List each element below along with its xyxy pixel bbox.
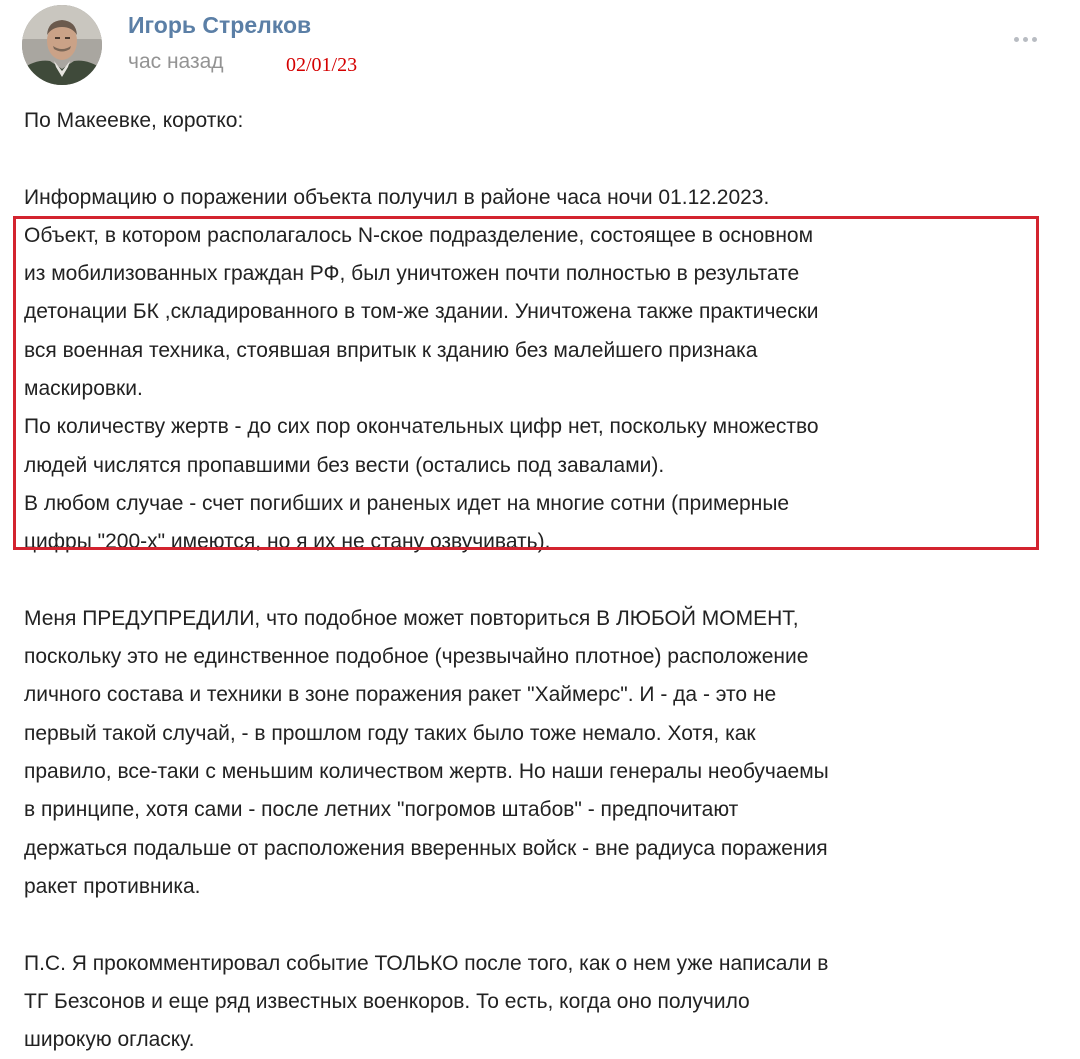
highlighted-line: вся военная техника, стоявшая впритык к зданию без малейшего признака bbox=[24, 338, 758, 362]
author-avatar[interactable] bbox=[22, 5, 102, 85]
highlighted-line: людей числятся пропавшими без вести (остались под завалами). bbox=[24, 453, 665, 477]
more-dot bbox=[1023, 37, 1028, 42]
warning-line: в принципе, хотя сами - после летних "погромов штабов" - предпочитают bbox=[24, 798, 739, 822]
date-stamp: 02/01/23 bbox=[286, 54, 358, 76]
more-dot bbox=[1032, 37, 1037, 42]
ps-line: широкую огласку. bbox=[24, 1028, 195, 1052]
more-options-icon[interactable] bbox=[1008, 30, 1044, 50]
author-name-link[interactable]: Игорь Стрелков bbox=[128, 12, 312, 38]
warning-line: держаться подальше от расположения вверенных войск - вне радиуса поражения bbox=[24, 836, 828, 860]
highlighted-line: цифры "200-х" имеются, но я их не стану озвучивать). bbox=[24, 530, 551, 554]
highlighted-line: детонации БК ,складированного в том-же здании. Уничтожена также практически bbox=[24, 300, 819, 324]
highlighted-line: В любом случае - счет погибших и раненых идет на многие сотни (примерные bbox=[24, 491, 790, 515]
avatar-photo bbox=[22, 5, 102, 85]
ps-line: ТГ Безсонов и еще ряд известных военкоров. То есть, когда оно получило bbox=[24, 989, 750, 1013]
paragraph-gap bbox=[24, 140, 1054, 178]
warning-line: первый такой случай, - в прошлом году таких было тоже немало. Хотя, как bbox=[24, 721, 756, 745]
highlighted-line: По количеству жертв - до сих пор окончательных цифр нет, поскольку множество bbox=[24, 415, 819, 439]
warning-line: личного состава и техники в зоне поражения ракет "Хаймерс". И - да - это не bbox=[24, 683, 777, 707]
highlighted-line: из мобилизованных граждан РФ, был уничтожен почти полностью в результате bbox=[24, 262, 800, 286]
more-dot bbox=[1014, 37, 1019, 42]
highlighted-line: маскировки. bbox=[24, 377, 143, 401]
post-text bbox=[24, 102, 1054, 1059]
warning-line: правило, все-таки с меньшим количеством жертв. Но наши генералы необучаемы bbox=[24, 760, 829, 784]
post-time[interactable]: час назад bbox=[128, 50, 224, 73]
paragraph-gap bbox=[24, 906, 1054, 944]
ps-line: П.С. Я прокомментировал событие ТОЛЬКО после того, как о нем уже написали в bbox=[24, 951, 829, 975]
intro-line: По Макеевке, коротко: bbox=[24, 109, 244, 132]
info-line: Информацию о поражении объекта получил в районе часа ночи 01.12.2023. bbox=[24, 185, 770, 209]
paragraph-gap bbox=[24, 562, 1054, 600]
warning-line: поскольку это не единственное подобное (чрезвычайно плотное) расположение bbox=[24, 645, 809, 669]
warning-line: ракет противника. bbox=[24, 874, 201, 898]
warning-line: Меня ПРЕДУПРЕДИЛИ, что подобное может повториться В ЛЮБОЙ МОМЕНТ, bbox=[24, 606, 799, 630]
highlighted-line: Объект, в котором располагалось N-ское подразделение, состоящее в основном bbox=[24, 223, 814, 247]
